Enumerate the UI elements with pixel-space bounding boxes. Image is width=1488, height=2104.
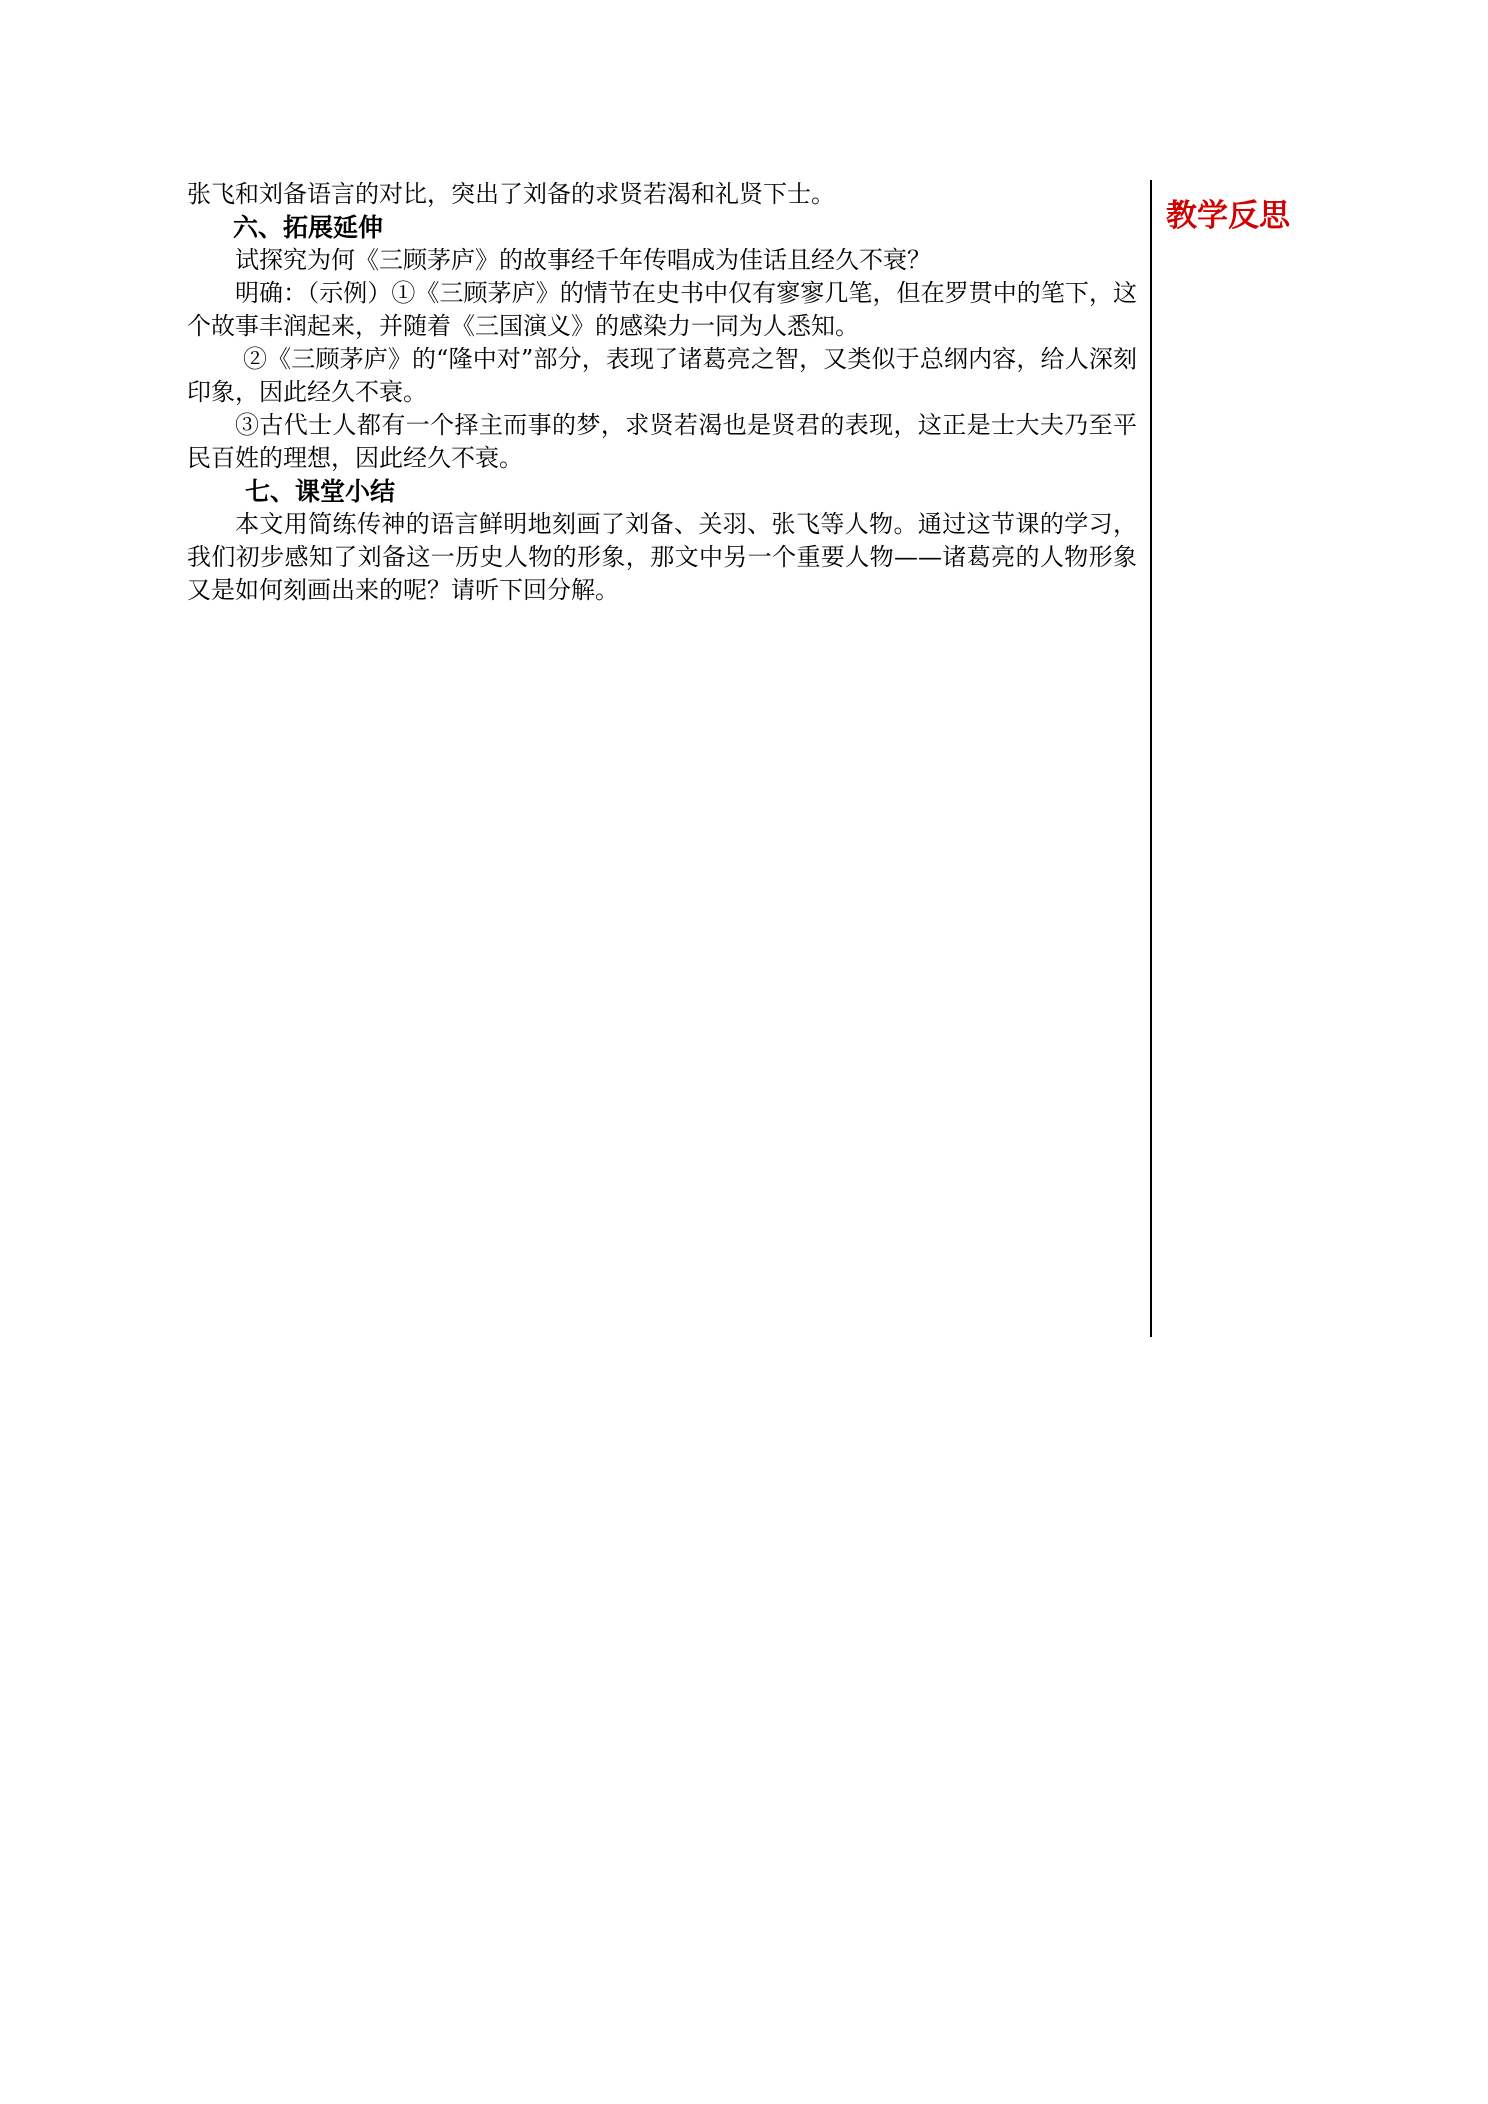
- section-7-summary: 本文用简练传神的语言鲜明地刻画了刘备、关羽、张飞等人物。通过这节课的学习，我们初步感知了刘备这一历史人物的形象，那文中另一个重要人物——诸葛亮的人物形象又是如何刻画出来的呢？请听下回分解。: [187, 510, 1137, 604]
- section-7-heading: 七、课堂小结: [245, 477, 396, 506]
- intro-line: 张飞和刘备语言的对比，突出了刘备的求贤若渴和礼贤下士。: [187, 180, 835, 208]
- section-6-answer-3: ③古代士人都有一个择主而事的梦，求贤若渴也是贤君的表现，这正是士大夫乃至平民百姓的理想，因此经久不衰。: [187, 411, 1137, 472]
- section-6-question: 试探究为何《三顾茅庐》的故事经千年传唱成为佳话且经久不衰？: [235, 246, 931, 274]
- section-6-answer-2: ②《三顾茅庐》的“隆中对”部分，表现了诸葛亮之智，又类似于总纲内容，给人深刻印象，因此经久不衰。: [187, 345, 1137, 406]
- section-6-heading: 六、拓展延伸: [233, 213, 384, 242]
- lesson-content: [187, 178, 1137, 607]
- column-divider: [1150, 180, 1152, 1337]
- section-6-answer-1: 明确：（示例）①《三顾茅庐》的情节在史书中仅有寥寥几笔，但在罗贯中的笔下，这个故事丰润起来，并随着《三国演义》的感染力一同为人悉知。: [187, 279, 1137, 340]
- teaching-reflection-title: 教学反思: [1166, 198, 1290, 234]
